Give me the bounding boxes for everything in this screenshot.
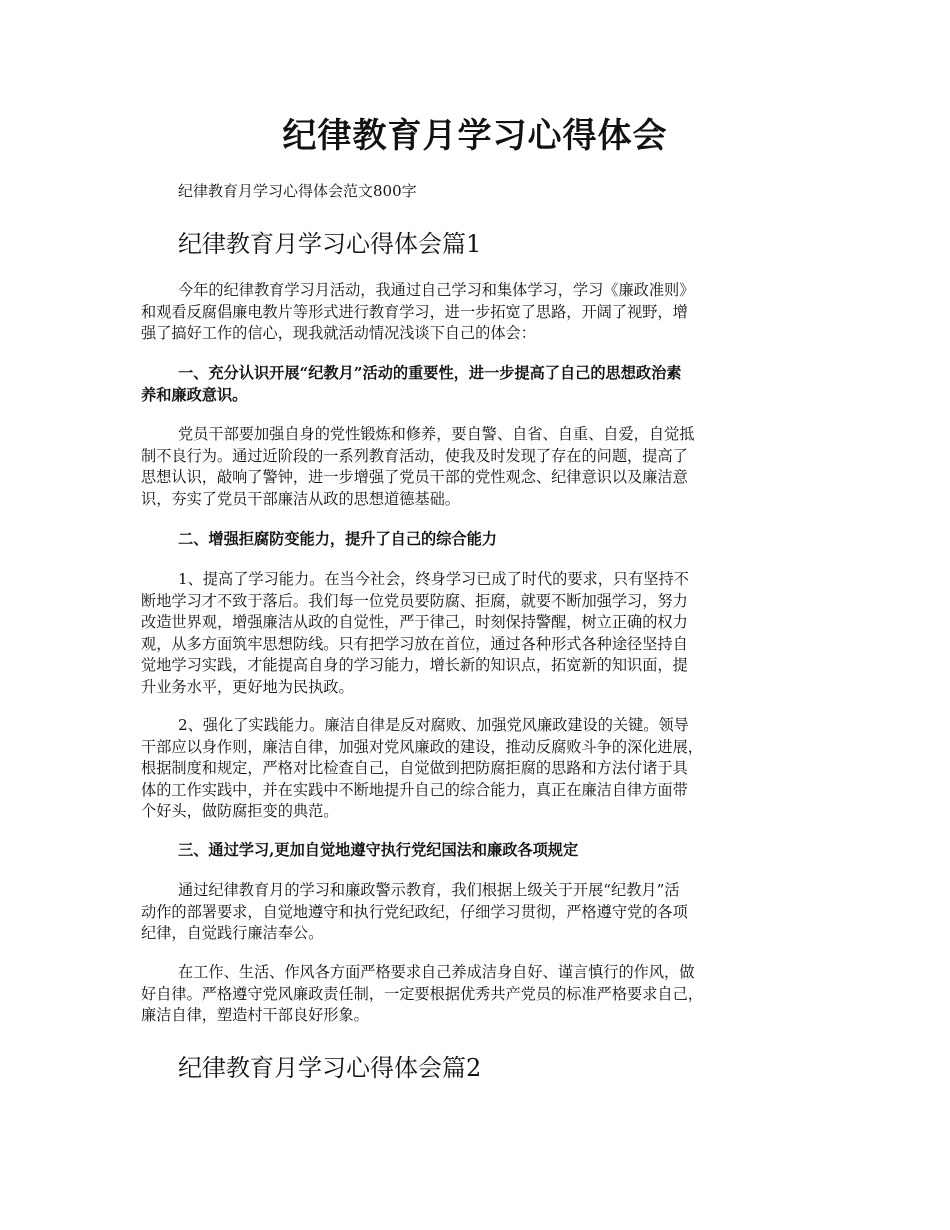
section-heading-1: 纪律教育月学习心得体会篇1 (178, 230, 482, 258)
paragraph-line: 和观看反腐倡廉电教片等形式进行教育学习，进一步拓宽了思路，开阔了视野，增 (141, 302, 688, 321)
paragraph-line: 断地学习才不致于落后。我们每一位党员要防腐、拒腐，就要不断加强学习，努力 (141, 591, 688, 610)
paragraph-discipline-compliance (141, 880, 813, 945)
paragraph-intro (141, 280, 813, 345)
paragraph-line: 体的工作实践中，并在实践中不断地提升自己的综合能力，真正在廉洁自律方面带 (141, 780, 688, 799)
subheading-two (141, 529, 813, 551)
paragraph-line: 根据制度和规定，严格对比检查自己，自觉做到把防腐拒腐的思路和方法付诸于具 (141, 759, 688, 778)
paragraph-line: 强了搞好工作的信心，现我就活动情况浅谈下自己的体会： (141, 324, 536, 343)
paragraph-learning-ability (141, 569, 813, 699)
paragraph-line: 廉洁自律，塑造村干部良好形象。 (141, 1006, 369, 1025)
paragraph-self-discipline (141, 962, 813, 1027)
document-title: 纪律教育月学习心得体会 (282, 116, 668, 156)
paragraph-line: 个好头，做防腐拒变的典范。 (141, 802, 339, 821)
paragraph-line: 党员干部要加强自身的党性锻炼和修养，要自警、自省、自重、自爱，自觉抵 (178, 425, 695, 443)
paragraph-line: 1、提高了学习能力。在当今社会，终身学习已成了时代的要求，只有坚持不 (178, 570, 689, 588)
paragraph-line: 2、强化了实践能力。廉洁自律是反对腐败、加强党风廉政建设的关键。领导 (178, 716, 689, 734)
document-subtitle: 纪律教育月学习心得体会范文800字 (178, 182, 417, 200)
subheading-line: 二、增强拒腐防变能力，提升了自己的综合能力 (178, 530, 497, 548)
paragraph-line: 觉地学习实践，才能提高自身的学习能力，增长新的知识点，拓宽新的知识面，提 (141, 656, 688, 675)
paragraph-line: 干部应以身作则，廉洁自律，加强对党风廉政的建设，推动反腐败斗争的深化进展， (141, 737, 703, 756)
paragraph-line: 识，夯实了党员干部廉洁从政的思想道德基础。 (141, 489, 460, 508)
paragraph-line: 改造世界观，增强廉洁从政的自觉性，严于律己，时刻保持警醒，树立正确的权力 (141, 613, 688, 632)
paragraph-line: 纪律，自觉践行廉洁奉公。 (141, 924, 324, 943)
subheading-line: 一、充分认识开展“纪教月”活动的重要性，进一步提高了自己的思想政治素 (178, 364, 682, 382)
subheading-one (141, 363, 813, 406)
paragraph-line: 在工作、生活、作风各方面严格要求自己养成洁身自好、谨言慎行的作风，做 (178, 963, 695, 981)
section-heading-2: 纪律教育月学习心得体会篇2 (178, 1054, 482, 1082)
paragraph-line: 制不良行为。通过近阶段的一系列教育活动，使我及时发现了存在的问题，提高了 (141, 446, 688, 465)
paragraph-line: 升业务水平，更好地为民执政。 (141, 677, 354, 696)
paragraph-line: 动作的部署要求，自觉地遵守和执行党纪政纪，仔细学习贯彻，严格遵守党的各项 (141, 902, 688, 921)
paragraph-party-cultivation (141, 424, 813, 510)
paragraph-line: 观，从多方面筑牢思想防线。只有把学习放在首位，通过各种形式各种途径坚持自 (141, 634, 688, 653)
subheading-three (141, 840, 813, 862)
paragraph-line: 今年的纪律教育学习月活动，我通过自己学习和集体学习，学习《廉政准则》 (178, 281, 695, 299)
subheading-line: 三、通过学习,更加自觉地遵守执行党纪国法和廉政各项规定 (178, 841, 579, 859)
subheading-line: 养和廉政意识。 (141, 385, 248, 404)
paragraph-practice-ability (141, 715, 813, 823)
paragraph-line: 思想认识，敲响了警钟，进一步增强了党员干部的党性观念、纪律意识以及廉洁意 (141, 468, 688, 487)
paragraph-line: 通过纪律教育月的学习和廉政警示教育，我们根据上级关于开展“纪教月”活 (178, 881, 680, 899)
paragraph-line: 好自律。严格遵守党风廉政责任制，一定要根据优秀共产党员的标准严格要求自己， (141, 984, 703, 1003)
